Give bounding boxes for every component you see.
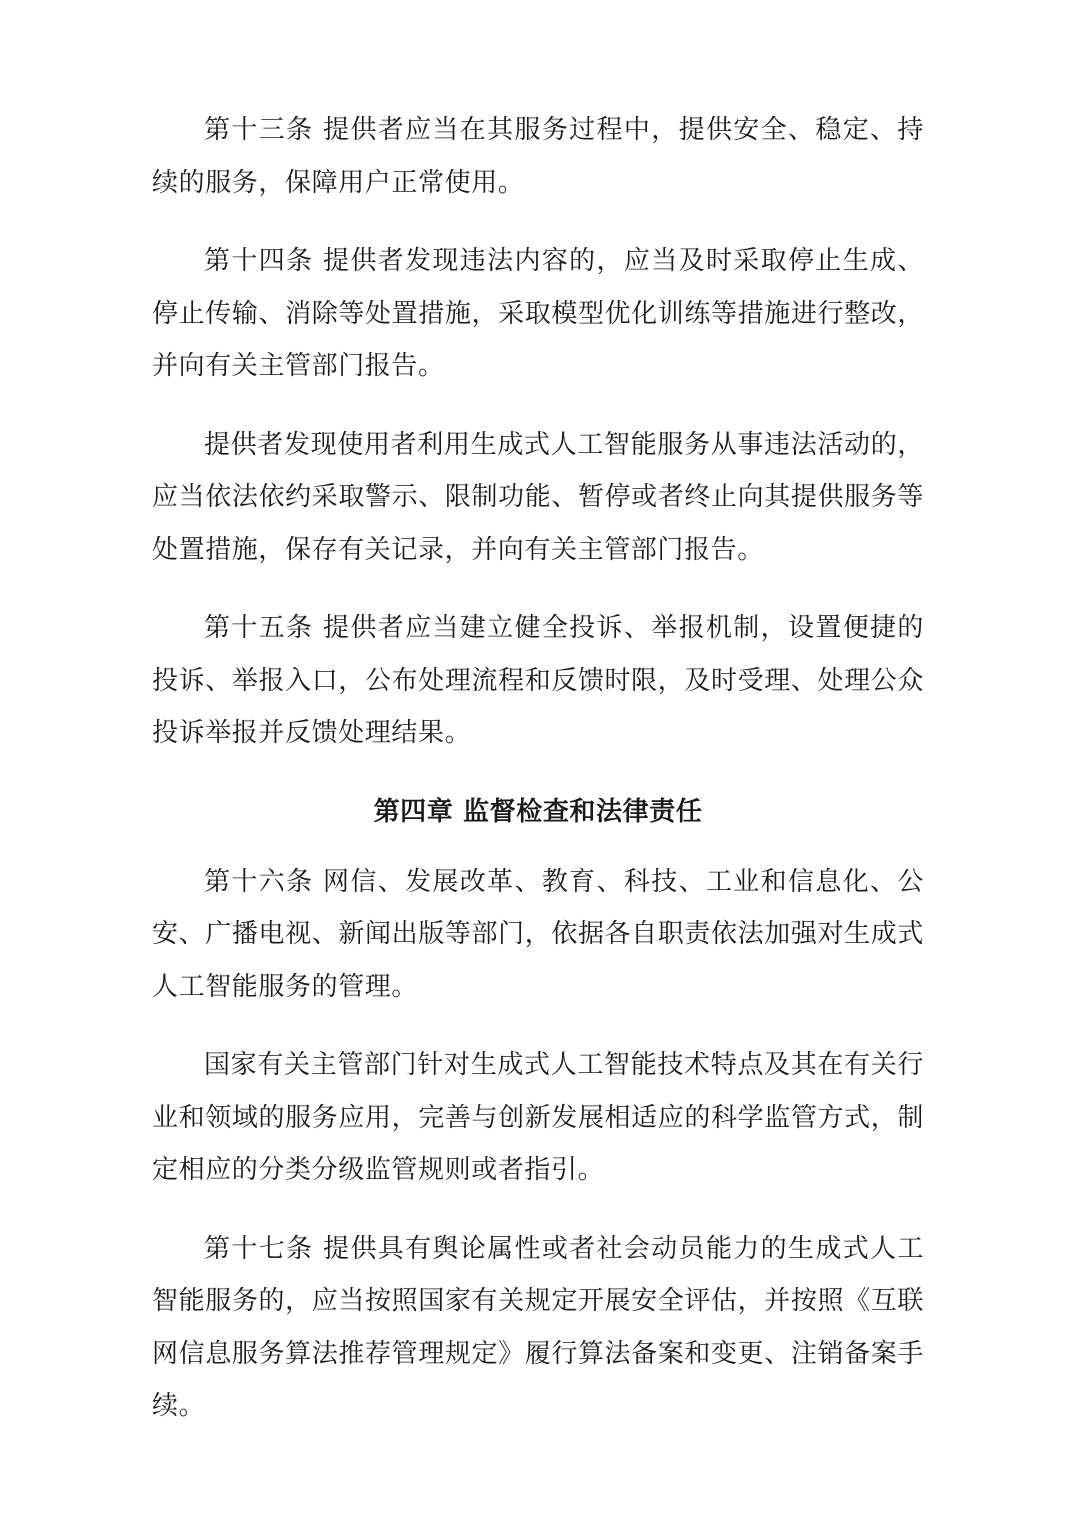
paragraph-article-17: 第十七条 提供具有舆论属性或者社会动员能力的生成式人工智能服务的，应当按照国家有关规定开展安全评估，并按照《互联网信息服务算法推荐管理规定》履行算法备案和变更、注销备案手续。 <box>152 1233 924 1421</box>
chapter-heading: 第四章 监督检查和法律责任 <box>373 796 703 827</box>
paragraph-article-16: 第十六条 网信、发展改革、教育、科技、工业和信息化、公安、广播电视、新闻出版等部门，依据各自职责依法加强对生成式人工智能服务的管理。 <box>152 866 924 1002</box>
paragraph-article-15: 第十五条 提供者应当建立健全投诉、举报机制，设置便捷的投诉、举报入口，公布处理流程和反馈时限，及时受理、处理公众投诉举报并反馈处理结果。 <box>152 613 924 748</box>
document-page <box>152 104 924 1459</box>
paragraph-article-16-cont: 国家有关主管部门针对生成式人工智能技术特点及其在有关行业和领域的服务应用，完善与创新发展相适应的科学监管方式，制定相应的分类分级监管规则或者指引。 <box>152 1050 924 1185</box>
paragraph-article-14: 第十四条 提供者发现违法内容的，应当及时采取停止生成、停止传输、消除等处置措施，采取模型优化训练等措施进行整改，并向有关主管部门报告。 <box>152 246 924 381</box>
paragraph-article-13: 第十三条 提供者应当在其服务过程中，提供安全、稳定、持续的服务，保障用户正常使用。 <box>152 115 924 198</box>
paragraph-article-14-cont: 提供者发现使用者利用生成式人工智能服务从事违法活动的，应当依法依约采取警示、限制功能、暂停或者终止向其提供服务等处置措施，保存有关记录，并向有关主管部门报告。 <box>152 429 924 565</box>
